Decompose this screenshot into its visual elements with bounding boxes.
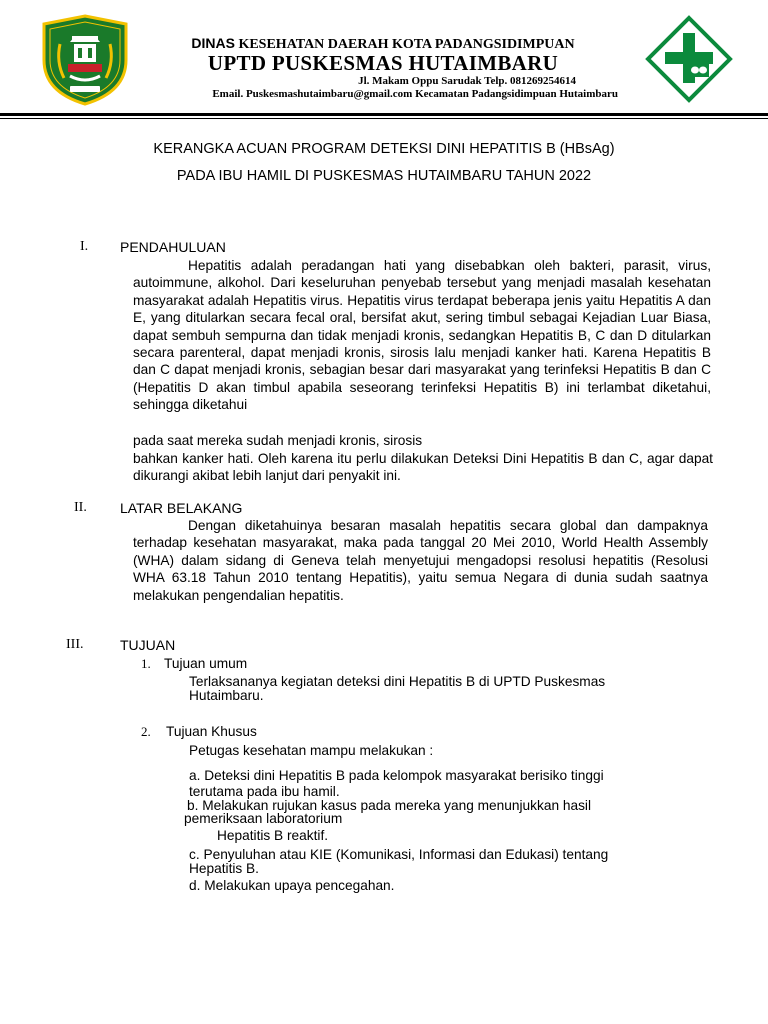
- header-rule-thick: [0, 113, 768, 116]
- section-3-heading: TUJUAN: [120, 637, 176, 653]
- goal-general-text-line1: Terlaksananya kegiatan deteksi dini Hepatitis B di UPTD Puskesmas: [189, 674, 606, 689]
- office-email-line: Email. Puskesmashutaimbaru@gmail.com Kecamatan Padangsidimpuan Hutaimbaru: [212, 88, 618, 100]
- office-address: Jl. Makam Oppu Sarudak Telp. 081269254614: [358, 75, 576, 87]
- goal-item-c-line1: c. Penyuluhan atau KIE (Komunikasi, Informasi dan Edukasi) tentang: [189, 847, 609, 862]
- section-3-number: III.: [66, 637, 84, 652]
- goal-specific-number: 2.: [141, 724, 151, 739]
- section-2-heading: LATAR BELAKANG: [120, 500, 243, 516]
- goal-specific-intro: Petugas kesehatan mampu melakukan :: [189, 743, 434, 758]
- goal-general-label: Tujuan umum: [164, 656, 248, 671]
- goal-general-text-line2: Hutaimbaru.: [189, 688, 264, 703]
- section-1-paragraph-end: bahkan kanker hati. Oleh karena itu perlu dilakukan Deteksi Dini Hepatitis B dan C, agar dapat dikurangi akibat lebih lanjut dari penyakit ini.: [133, 451, 713, 484]
- section-1-heading: PENDAHULUAN: [120, 239, 226, 255]
- goal-item-c-line2: Hepatitis B.: [189, 861, 259, 876]
- section-1-paragraph: Hepatitis adalah peradangan hati yang disebabkan oleh bakteri, parasit, virus, autoimmune, alkohol. Dari keseluruhan penyebab tersebut yang menjadi masalah kesehatan masyarakat adalah Hepatitis virus. Hepatitis virus terdapat beberapa jenis yaitu Hepatitis A dan E, yang ditularkan secara fecal oral, bersifat akut, sering timbul sebagai Kejadian Luar Biasa, dapat sembuh sempurna dan tidak menjadi kronis, sedangkan Hepatitis B, C dan D ditularkan secara parenteral, dapat menjadi kronis, sirosis lalu menjadi kanker hati. Karena Hepatitis B dan C dapat menjadi kronis, sebagian besar dari masyarakat yang terinfeksi Hepatitis B dan C (Hepatitis D akan timbul apabila seseorang terinfeksi Hepatitis B) ini terlambat diketahui, sehingga diketahui: [133, 258, 711, 413]
- section-1-number: I.: [80, 239, 89, 254]
- section-1-paragraph-tail: pada saat mereka sudah menjadi kronis, sirosis: [133, 433, 423, 448]
- section-2-paragraph: Dengan diketahuinya besaran masalah hepatitis secara global dan dampaknya terhadap kesehatan masyarakat, maka pada tanggal 20 Mei 2010, World Health Assembly (WHA) dalam sidang di Geneva telah menyetujui mengadopsi resolusi hepatitis (Resolusi WHA 63.18 Tahun 2010 tentang Hepatitis), yaitu semua Negara di dunia sudah saatnya melakukan pengendalian hepatitis.: [133, 518, 708, 603]
- goal-item-b-line2: pemeriksaan laboratorium: [184, 811, 343, 826]
- goal-item-a-line2: terutama pada ibu hamil.: [189, 784, 340, 799]
- document-title-line2: PADA IBU HAMIL DI PUSKESMAS HUTAIMBARU TAHUN 2022: [176, 168, 592, 184]
- goal-item-b-line1: b. Melakukan rujukan kasus pada mereka yang menunjukkan hasil: [187, 798, 592, 813]
- header-rule-thin: [0, 118, 768, 119]
- puskesmas-logo: [645, 15, 733, 103]
- city-emblem-logo: [40, 14, 130, 106]
- goal-item-b-line3: Hepatitis B reaktif.: [217, 828, 329, 843]
- goal-item-a-line1: a. Deteksi dini Hepatitis B pada kelompok masyarakat berisiko tinggi: [189, 768, 604, 783]
- dinas-name: KESEHATAN DAERAH KOTA PADANGSIDIMPUAN: [238, 37, 575, 52]
- section-2-number: II.: [74, 500, 87, 515]
- goal-general-number: 1.: [141, 656, 151, 671]
- goal-item-d-line1: d. Melakukan upaya pencegahan.: [189, 878, 395, 893]
- dinas-word: DINAS: [191, 35, 235, 51]
- goal-specific-label: Tujuan Khusus: [166, 724, 257, 739]
- puskesmas-name: UPTD PUSKESMAS HUTAIMBARU: [207, 51, 559, 75]
- document-title-line1: KERANGKA ACUAN PROGRAM DETEKSI DINI HEPATITIS B (HBsAg): [153, 141, 615, 157]
